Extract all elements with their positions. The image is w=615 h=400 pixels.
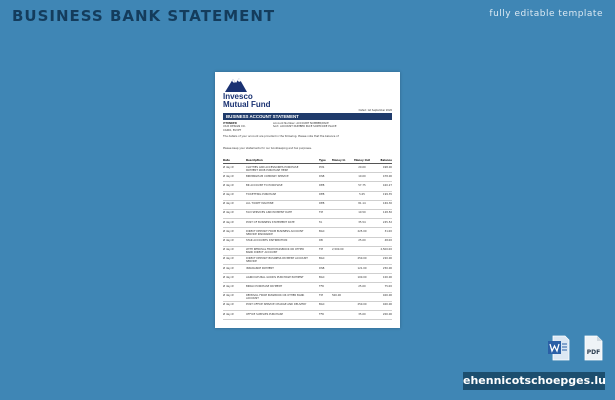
column-header-money-in: Money In bbox=[332, 158, 346, 162]
company-line: UIUX DESIGN CO. bbox=[223, 125, 246, 129]
cell-type: TA bbox=[319, 220, 323, 224]
cell-description: BIRMINGHAM COMPANY SERVICE bbox=[246, 174, 289, 178]
cell-description: REMOVAL FROM PASSBOOK OR OTHER BANK ACCOUNT bbox=[246, 294, 305, 301]
statement-title-bar: BUSINESS ACCOUNT STATEMENT bbox=[223, 113, 392, 120]
cell-money-out: 250.00 bbox=[357, 303, 367, 307]
cell-money-out: 10.50 bbox=[358, 211, 366, 215]
brand-name-line1: Invesco bbox=[223, 92, 253, 101]
cell-money-out: 20.00 bbox=[358, 165, 366, 169]
cell-balance: 478.00 bbox=[382, 174, 392, 178]
statement-note: The details of your account are provided in the following. Please note that the balance of bbox=[223, 135, 339, 138]
cell-date: Ø day Ø bbox=[223, 202, 234, 206]
cell-type: DSB bbox=[319, 266, 325, 270]
cell-money-out: 121.00 bbox=[357, 266, 367, 270]
word-icon[interactable] bbox=[548, 335, 570, 361]
cell-type: TFR bbox=[319, 312, 324, 316]
cell-description: DIRECT DEPOSIT FROM BUSINESS ACCOUNT SERVICE INSURANCE bbox=[246, 229, 304, 236]
cell-type: TM bbox=[319, 294, 323, 298]
website-badge[interactable]: ehennicotschoepges.lu bbox=[463, 372, 605, 390]
cell-type: TM bbox=[319, 211, 323, 215]
cell-type: BGC bbox=[319, 229, 325, 233]
table-row bbox=[223, 283, 392, 292]
cell-description: AGRICULTURAL GOODS PURCHASE PAYMENT bbox=[246, 275, 304, 279]
cell-description: TICKETTING PURCHASE bbox=[246, 193, 277, 197]
table-row bbox=[223, 302, 392, 311]
cell-description: LUL TICKET MACHINE bbox=[246, 202, 274, 206]
cell-balance: 100.00 bbox=[382, 275, 392, 279]
page-subtitle: fully editable template bbox=[489, 9, 603, 19]
table-row bbox=[223, 201, 392, 210]
cell-description: INSURANCE PAYMENT bbox=[246, 266, 274, 270]
account-line: Sort: ACCOUNT NUMBER PACE SORTCODE PLACE bbox=[273, 125, 337, 129]
cell-date: Ø day Ø bbox=[223, 257, 234, 261]
cell-date: Ø day Ø bbox=[223, 284, 234, 288]
cell-date: Ø day Ø bbox=[223, 239, 234, 242]
cell-date: Ø day Ø bbox=[223, 211, 234, 215]
cell-balance: 2,500.00 bbox=[380, 248, 392, 252]
svg-text:PDF: PDF bbox=[586, 349, 601, 356]
cell-money-out: 100.00 bbox=[357, 275, 367, 279]
table-row bbox=[223, 293, 392, 302]
cell-balance: 169.30 bbox=[382, 202, 392, 206]
table-row bbox=[223, 256, 392, 265]
company-block bbox=[223, 122, 263, 132]
cell-type: BGC bbox=[319, 257, 325, 261]
cell-money-out: 25.00 bbox=[358, 239, 366, 242]
table-body bbox=[223, 164, 392, 320]
cell-date: Ø day Ø bbox=[223, 220, 234, 224]
table-row bbox=[223, 238, 392, 247]
cell-balance: 75.00 bbox=[384, 284, 392, 288]
cell-date: Ø day Ø bbox=[223, 174, 234, 178]
cell-description: OFFICE SUPPLIES PURCHASE bbox=[246, 312, 284, 316]
cell-date: Ø day Ø bbox=[223, 303, 234, 307]
page-title: BUSINESS BANK STATEMENT bbox=[12, 7, 276, 25]
table-row bbox=[223, 274, 392, 283]
cell-money-out: 250.00 bbox=[357, 257, 367, 261]
cell-date: Ø day Ø bbox=[223, 294, 234, 298]
cell-date: Ø day Ø bbox=[223, 193, 234, 197]
table-row bbox=[223, 210, 392, 219]
account-details bbox=[273, 122, 393, 129]
cell-description: WITH REMOVAL FROM PASSBOOK OR OTHER BANK DIRECT ACCOUNT bbox=[246, 248, 304, 255]
table-row bbox=[223, 247, 392, 256]
statement-note-2: Please keep your statements for our bookkeeping and tax purposes. bbox=[223, 147, 312, 150]
column-header-money-out: Money Out bbox=[354, 158, 370, 162]
cell-money-out: 10.00 bbox=[358, 174, 366, 178]
cell-money-out: 35.00 bbox=[358, 312, 366, 316]
cell-balance: 250.00 bbox=[382, 266, 392, 270]
company-line: ITHINKER bbox=[223, 122, 237, 125]
cell-balance: 245.52 bbox=[382, 220, 392, 224]
cell-date: Ø day Ø bbox=[223, 229, 234, 233]
cell-date: Ø day Ø bbox=[223, 165, 234, 169]
cell-date: Ø day Ø bbox=[223, 248, 234, 252]
cell-type: DEB bbox=[319, 202, 325, 206]
cell-money-out: 25.00 bbox=[358, 284, 366, 288]
cell-description: CLOTHES AND ACCESSORIES PURCHASE PAYMENT 0008 PURCHASE HERE bbox=[246, 165, 299, 172]
cell-description: POST OFFICE SERVICE CHARGE AND DELIVERY bbox=[246, 303, 307, 307]
cell-date: Ø day Ø bbox=[223, 183, 234, 187]
table-row bbox=[223, 173, 392, 182]
table-row bbox=[223, 311, 392, 320]
cell-date: Ø day Ø bbox=[223, 312, 234, 316]
table-row bbox=[223, 265, 392, 274]
cell-description: STAR ACCOUNTS DISTRIBUTION bbox=[246, 239, 288, 242]
column-header-date: Date bbox=[223, 158, 230, 162]
cell-description: TAXI SERVICES AND PAYMENT DATE bbox=[246, 211, 292, 215]
cell-balance: 200.00 bbox=[382, 312, 392, 316]
mountain-logo-icon bbox=[225, 76, 247, 92]
table-row bbox=[223, 164, 392, 173]
cell-money-out: 5.05 bbox=[359, 193, 365, 197]
pdf-icon[interactable] bbox=[582, 335, 604, 361]
table-header bbox=[223, 157, 392, 164]
cell-balance: 199.35 bbox=[382, 193, 392, 197]
cell-date: Ø day Ø bbox=[223, 275, 234, 279]
cell-money-in: 500.00 bbox=[332, 294, 342, 298]
cell-type: DSB bbox=[319, 174, 325, 178]
cell-balance: 400.00 bbox=[382, 303, 392, 307]
table-row bbox=[223, 219, 392, 228]
column-header-type: Type bbox=[319, 158, 326, 162]
cell-money-out: 225.00 bbox=[357, 229, 367, 233]
column-header-description: Description bbox=[246, 158, 263, 162]
cell-balance: 48.00 bbox=[384, 239, 392, 242]
account-line: Account Number: ACCOUNT NUMBER/PACE bbox=[273, 122, 329, 125]
cell-type: DEB bbox=[319, 183, 325, 187]
cell-date: Ø day Ø bbox=[223, 266, 234, 270]
cell-money-out: 35.54 bbox=[358, 220, 366, 224]
cell-type: DB bbox=[319, 239, 323, 242]
brand-logo bbox=[223, 76, 271, 110]
table-row bbox=[223, 228, 392, 237]
column-header-balance: Balance bbox=[380, 158, 392, 162]
cell-description: BINGO PURCHASE PAYMENT bbox=[246, 284, 283, 288]
cell-type: DEB bbox=[319, 193, 325, 197]
cell-money-out: 81.14 bbox=[358, 202, 366, 206]
table-row bbox=[223, 182, 392, 191]
cell-balance: 420.27 bbox=[382, 183, 392, 187]
cell-type: POS bbox=[319, 165, 325, 169]
cell-type: TM bbox=[319, 248, 323, 252]
cell-description: POST OF BUSINESS STATEMENT DATE bbox=[246, 220, 295, 224]
statement-document bbox=[215, 72, 400, 328]
cell-money-out: 57.75 bbox=[358, 183, 366, 187]
cell-description: DIRECT DEPOSIT BUSINESS PAYMENT ACCOUNT SERVICE bbox=[246, 257, 308, 264]
cell-type: BGC bbox=[319, 303, 325, 307]
cell-type: TFR bbox=[319, 284, 324, 288]
brand-name-line2: Mutual Fund bbox=[223, 100, 271, 109]
cell-balance: 128.50 bbox=[382, 211, 392, 215]
cell-balance: 400.00 bbox=[382, 294, 392, 298]
cell-type: BGC bbox=[319, 275, 325, 279]
cell-balance: 498.00 bbox=[382, 165, 392, 169]
transactions-table bbox=[223, 157, 392, 320]
company-line: CAIRO, EGYPT bbox=[223, 128, 242, 132]
table-row bbox=[223, 192, 392, 201]
cell-description: BR ACCOUNT TO PURCHASE bbox=[246, 183, 283, 187]
statement-date: Dated: 1st September 2026 bbox=[358, 109, 392, 112]
cell-balance: 220.00 bbox=[382, 257, 392, 261]
cell-money-in: 2,500.00 bbox=[332, 248, 344, 252]
cell-balance: 31.00 bbox=[384, 229, 392, 233]
